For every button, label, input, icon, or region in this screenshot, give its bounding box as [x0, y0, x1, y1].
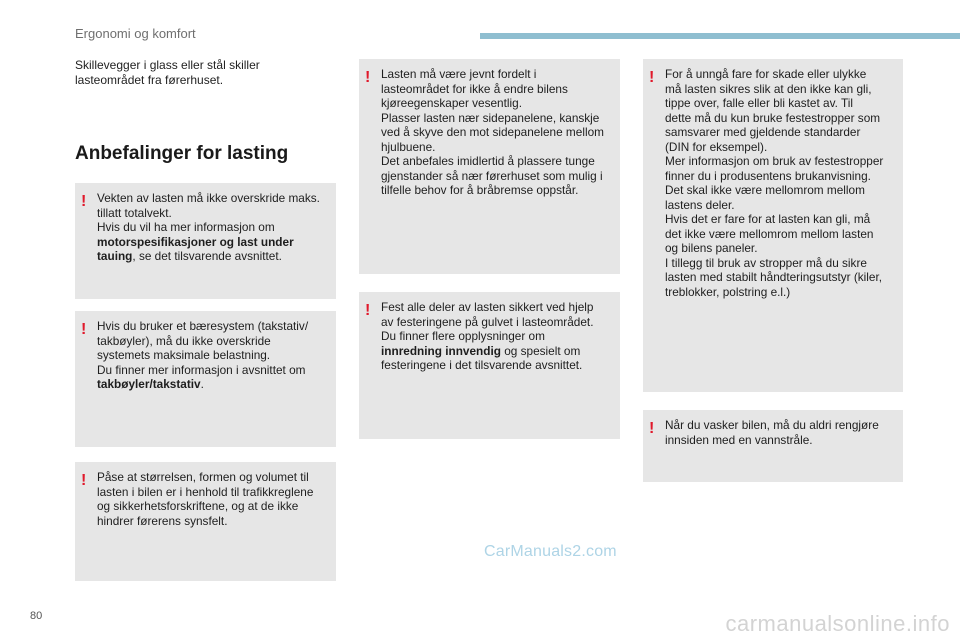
box-line: Påse at størrelsen, formen og volumet til: [97, 470, 309, 484]
link-text: tauing: [97, 249, 133, 263]
link-text: innredning innvendig: [381, 343, 501, 358]
footer-url[interactable]: carmanualsonline.info: [725, 611, 950, 636]
exclamation-icon: !: [81, 472, 87, 489]
box-line: tilfelle behov for å bråbremse oppstår.: [381, 183, 579, 197]
box-line: Hvis du bruker et bæresystem (takstativ/: [97, 319, 309, 333]
page-number: 80: [30, 610, 43, 622]
box-line: Det anbefales imidlertid å plassere tunge: [381, 154, 595, 168]
box-line: Hvis det er fare for at lasten kan gli, må: [665, 212, 871, 226]
warning-box-secure: [359, 292, 620, 439]
box-line: hindrer førerens synsfelt.: [97, 513, 228, 528]
box-line: .: [200, 377, 204, 391]
box-line: av festeringene på gulvet i lasteområdet.: [381, 314, 594, 329]
box-line: Det skal ikke være mellomrom mellom: [665, 183, 865, 197]
link-text: motorspesifikasjoner og last under: [97, 234, 294, 249]
warning-box-weight: [75, 183, 336, 299]
box-line: Plasser lasten nær sidepanelene, kanskje: [381, 110, 600, 125]
exclamation-icon: !: [81, 193, 87, 210]
box-line: gjenstander så nær førerhuset som mulig i: [381, 168, 603, 183]
box-line: og sikkerhetsforskriftene, og at de ikke: [97, 499, 299, 513]
box-line: innsiden med en vannstråle.: [665, 432, 813, 447]
box-line: Mer informasjon om bruk av festestropper: [665, 154, 884, 168]
warning-box-straps: [643, 59, 903, 392]
box-line: I tillegg til bruk av stropper må du sikre: [665, 255, 867, 270]
exclamation-icon: !: [365, 302, 371, 319]
box-line: lasten med stabilt håndteringsutstyr (kiler,: [665, 270, 883, 284]
intro-line: lasteområdet fra førerhuset.: [75, 72, 224, 87]
box-line: kjøreegenskaper vesentlig.: [381, 96, 522, 110]
box-line: (DIN for eksempel).: [665, 139, 768, 154]
box-line: lastens deler.: [665, 197, 735, 212]
box-line: festeringene i det tilsvarende avsnittet.: [381, 358, 583, 372]
intro-text: [75, 58, 345, 87]
box-line: systemets maksimale belastning.: [97, 348, 271, 362]
exclamation-icon: !: [649, 69, 655, 86]
box-line: lasten i bilen er i henhold til trafikkreglene: [97, 484, 314, 499]
box-line: og bilens paneler.: [665, 241, 758, 255]
box-line: og spesielt om: [500, 343, 581, 358]
box-line: samsvarer med gjeldende standarder: [665, 125, 861, 139]
exclamation-icon: !: [649, 420, 655, 437]
box-line: Lasten må være jevnt fordelt i: [381, 67, 537, 81]
warning-box-washing: [643, 410, 903, 482]
box-line: Vekten av lasten må ikke overskride maks.: [97, 191, 320, 205]
box-line: For å unngå fare for skade eller ulykke: [665, 67, 867, 81]
section-header: Ergonomi og komfort: [75, 26, 196, 41]
box-line: må lasten sikres slik at den ikke kan gli,: [665, 81, 872, 96]
box-line: hjulbuene.: [381, 139, 436, 154]
box-line: Hvis du vil ha mer informasjon om: [97, 220, 275, 234]
box-line: , se det tilsvarende avsnittet.: [132, 249, 282, 263]
page-heading: Anbefalinger for lasting: [75, 143, 289, 164]
header-accent-bar: [480, 33, 960, 39]
warning-box-distribution: [359, 59, 620, 274]
exclamation-icon: !: [365, 69, 371, 86]
box-line: dette må du kun bruke festestropper som: [665, 110, 881, 125]
box-line: tillatt totalvekt.: [97, 205, 172, 220]
intro-line: Skillevegger i glass eller stål skiller: [75, 58, 260, 72]
box-line: ved å skyve den mot sidepanelene mellom: [381, 125, 604, 139]
box-line: tippe over, falle eller bli kastet av. Til: [665, 96, 853, 110]
warning-box-roof-rack: [75, 311, 336, 447]
box-line: treblokker, polstring e.l.): [665, 284, 791, 299]
box-line: Når du vasker bilen, må du aldri rengjøre: [665, 418, 879, 432]
box-line: lasteområdet for ikke å endre bilens: [381, 81, 568, 96]
box-line: Du finner mer informasjon i avsnittet om: [97, 362, 306, 377]
link-text: takbøyler/takstativ: [97, 377, 201, 391]
box-line: det ikke være mellomrom mellom lasten: [665, 226, 874, 241]
exclamation-icon: !: [81, 321, 87, 338]
watermark-logo[interactable]: CarManuals2.com: [484, 543, 617, 560]
box-line: Fest alle deler av lasten sikkert ved hjelp: [381, 300, 594, 314]
box-line: takbøyler), må du ikke overskride: [97, 333, 271, 348]
box-line: Du finner flere opplysninger om: [381, 329, 545, 343]
box-line: finner du i produsentens brukanvisning.: [665, 168, 871, 183]
warning-box-size: [75, 462, 336, 581]
